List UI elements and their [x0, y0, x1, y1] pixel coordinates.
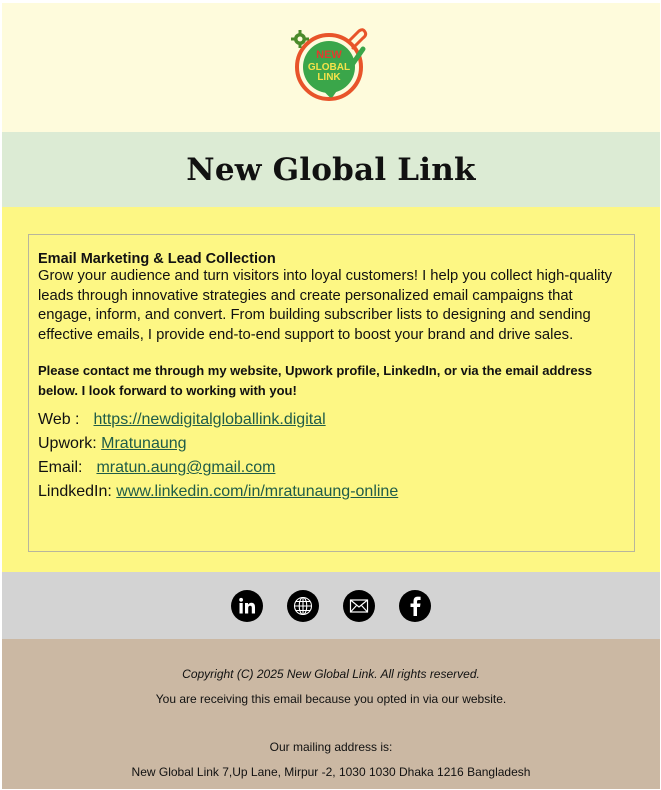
linkedin-icon: [238, 597, 256, 615]
page-title: New Global Link: [186, 151, 476, 188]
facebook-button[interactable]: [399, 590, 431, 622]
globe-icon: [293, 596, 313, 616]
footer-address: New Global Link 7,Up Lane, Mirpur -2, 1030 1030 Dhaka 1216 Bangladesh: [131, 765, 531, 779]
upwork-label: Upwork:: [38, 435, 97, 452]
section-body: Grow your audience and turn visitors into loyal customers! I help you collect high-quality leads through innovative strategies and create personalized email campaigns that engage, inform, and convert. From building subscriber lists to designing and sending effective emails, I provide end-to-end support to boost your brand and drive sales.: [38, 268, 613, 343]
contact-note: Please contact me through my website, Upwork profile, LinkedIn, or via the email address below. I look forward to working with you!: [38, 363, 593, 398]
linkedin-row: [38, 480, 634, 504]
section-heading: Email Marketing & Lead Collection: [38, 251, 276, 267]
footer-mailing-label: Our mailing address is:: [269, 740, 393, 754]
web-link[interactable]: https://newdigitalgloballink.digital: [93, 411, 326, 428]
svg-text:NEW: NEW: [316, 49, 342, 61]
footer-opt-in: You are receiving this email because you opted in via our website.: [155, 692, 507, 706]
linkedin-link[interactable]: www.linkedin.com/in/mratunaung-online: [116, 483, 399, 500]
content-band: [2, 207, 660, 572]
title-band: [2, 132, 660, 207]
logo-icon: [291, 27, 371, 103]
contact-links: [38, 408, 634, 504]
footer-copyright: Copyright (C) 2025 New Global Link. All rights reserved.: [182, 667, 480, 681]
logo-band: [2, 3, 660, 132]
email-button[interactable]: [343, 590, 375, 622]
facebook-icon: [409, 596, 421, 616]
linkedin-button[interactable]: [231, 590, 263, 622]
footer-band: [2, 639, 660, 789]
content-box: [28, 234, 635, 552]
website-button[interactable]: [287, 590, 319, 622]
svg-text:GLOBAL: GLOBAL: [307, 62, 351, 73]
social-band: [2, 572, 660, 639]
upwork-row: [38, 432, 634, 456]
email-link[interactable]: mratun.aung@gmail.com: [96, 459, 276, 476]
upwork-link[interactable]: Mratunaung: [101, 435, 187, 452]
linkedin-label: LindkedIn:: [38, 483, 112, 500]
email-label: Email:: [38, 459, 83, 476]
email-frame: [2, 3, 660, 789]
brand-logo: [291, 27, 371, 103]
web-label: Web :: [38, 411, 80, 428]
email-row: [38, 456, 634, 480]
mail-icon: [349, 598, 369, 614]
svg-text:LINK: LINK: [317, 72, 341, 83]
web-row: [38, 408, 634, 432]
